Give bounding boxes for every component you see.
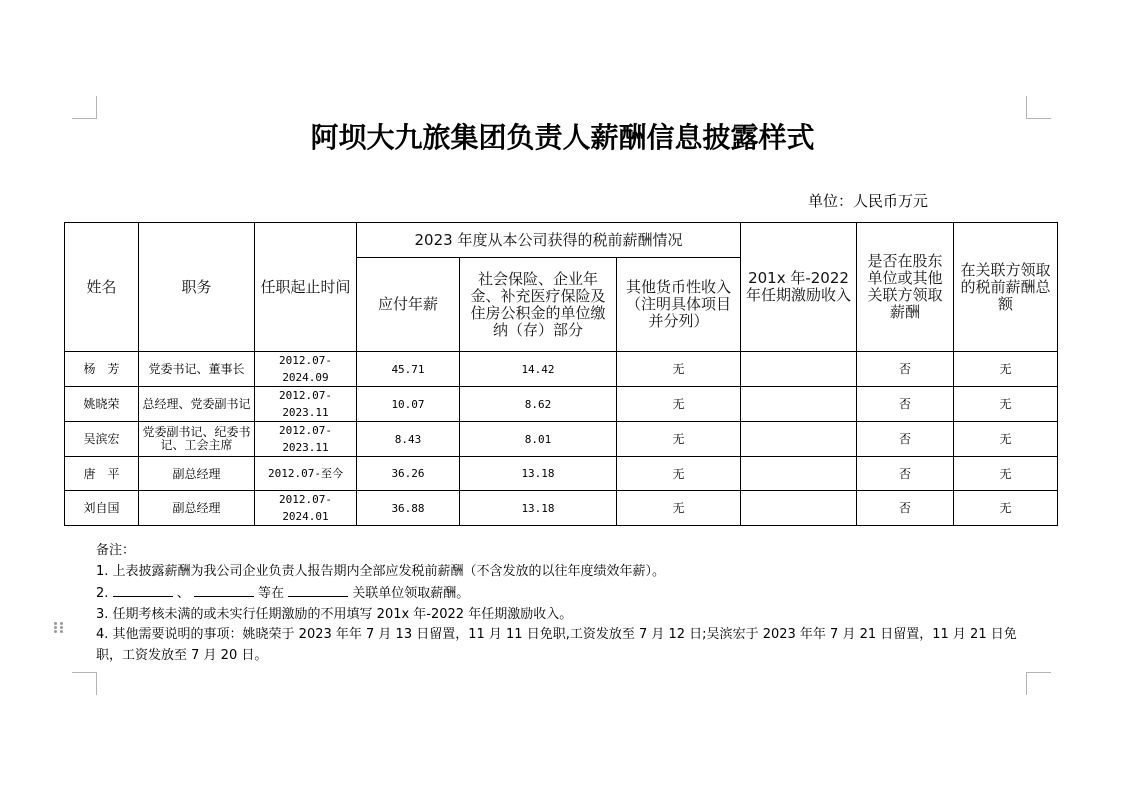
header-position: 职务 <box>139 223 255 352</box>
cell-position: 党委书记、董事长 <box>139 352 255 387</box>
cell-shareholder: 否 <box>857 387 954 422</box>
cell-related-total: 无 <box>954 352 1058 387</box>
cell-social-insurance: 14.42 <box>460 352 617 387</box>
note-2-blank-2 <box>194 582 254 597</box>
cell-position: 副总经理 <box>139 491 255 526</box>
cell-annual-salary: 36.88 <box>357 491 460 526</box>
cell-other-income: 无 <box>617 352 741 387</box>
note-2-blank-3 <box>288 582 348 597</box>
compensation-table <box>64 222 1058 526</box>
note-2-prefix: 2. <box>96 586 113 601</box>
cell-name: 杨 芳 <box>65 352 139 387</box>
table-row <box>65 352 1058 387</box>
header-shareholder-pay: 是否在股东单位或其他关联方领取薪酬 <box>857 223 954 352</box>
header-other-income: 其他货币性收入（注明具体项目并分列） <box>617 258 741 352</box>
note-2-separator: 、 <box>176 586 190 601</box>
cell-term: 2012.07-2024.09 <box>255 352 357 387</box>
header-social-insurance: 社会保险、企业年金、补充医疗保险及住房公积金的单位缴纳（存）部分 <box>460 258 617 352</box>
cell-related-total: 无 <box>954 387 1058 422</box>
cell-other-income: 无 <box>617 387 741 422</box>
table-row <box>65 491 1058 526</box>
cell-annual-salary: 10.07 <box>357 387 460 422</box>
cell-position: 副总经理 <box>139 457 255 491</box>
note-2 <box>96 582 1017 605</box>
currency-unit-label: 单位：人民币万元 <box>808 192 929 210</box>
note-3: 3. 任期考核未满的或未实行任期激励的不用填写 201x 年-2022 年任期激励收入。 <box>96 606 573 622</box>
table-header-row <box>65 223 1058 258</box>
cell-related-total: 无 <box>954 422 1058 457</box>
page-corner-mark-bottom-left <box>72 672 97 695</box>
cell-position: 总经理、党委副书记 <box>139 387 255 422</box>
header-incentive: 201x 年-2022 年任期激励收入 <box>741 223 857 352</box>
cell-shareholder: 否 <box>857 352 954 387</box>
document-title: 阿坝大九旅集团负责人薪酬信息披露样式 <box>310 121 815 154</box>
header-name: 姓名 <box>65 223 139 352</box>
cell-incentive <box>741 491 857 526</box>
cell-shareholder: 否 <box>857 422 954 457</box>
note-2-blank-1 <box>113 582 173 597</box>
cell-related-total: 无 <box>954 457 1058 491</box>
cell-other-income: 无 <box>617 491 741 526</box>
cell-social-insurance: 8.01 <box>460 422 617 457</box>
cell-name: 唐 平 <box>65 457 139 491</box>
cell-annual-salary: 36.26 <box>357 457 460 491</box>
note-4-continuation: 职，工资发放至 7 月 20 日。 <box>96 647 268 663</box>
cell-social-insurance: 13.18 <box>460 491 617 526</box>
cell-shareholder: 否 <box>857 491 954 526</box>
cell-shareholder: 否 <box>857 457 954 491</box>
cell-social-insurance: 8.62 <box>460 387 617 422</box>
cell-social-insurance: 13.18 <box>460 457 617 491</box>
cell-annual-salary: 8.43 <box>357 422 460 457</box>
cell-related-total: 无 <box>954 491 1058 526</box>
cell-term: 2012.07-至今 <box>255 457 357 491</box>
header-related-total: 在关联方领取的税前薪酬总额 <box>954 223 1058 352</box>
cell-name: 吴滨宏 <box>65 422 139 457</box>
cell-incentive <box>741 352 857 387</box>
table-row <box>65 387 1058 422</box>
paragraph-drag-handle-icon[interactable] <box>54 622 66 634</box>
cell-name: 刘自国 <box>65 491 139 526</box>
note-1: 1. 上表披露薪酬为我公司企业负责人报告期内全部应发税前薪酬（不含发放的以往年度绩效年薪）。 <box>96 563 666 579</box>
cell-term: 2012.07-2023.11 <box>255 387 357 422</box>
cell-term: 2012.07-2023.11 <box>255 422 357 457</box>
header-2023-compensation: 2023 年度从本公司获得的税前薪酬情况 <box>357 223 741 258</box>
note-2-suffix: 关联单位领取薪酬。 <box>352 586 470 601</box>
notes-section <box>96 541 1017 666</box>
header-term: 任职起止时间 <box>255 223 357 352</box>
page-corner-mark-bottom-right <box>1026 672 1051 695</box>
cell-other-income: 无 <box>617 457 741 491</box>
note-2-middle: 等在 <box>257 586 284 601</box>
cell-name: 姚晓荣 <box>65 387 139 422</box>
cell-incentive <box>741 422 857 457</box>
table-row <box>65 422 1058 457</box>
cell-annual-salary: 45.71 <box>357 352 460 387</box>
notes-heading: 备注： <box>96 543 136 558</box>
cell-term: 2012.07-2024.01 <box>255 491 357 526</box>
cell-incentive <box>741 387 857 422</box>
cell-incentive <box>741 457 857 491</box>
header-annual-salary: 应付年薪 <box>357 258 460 352</box>
cell-other-income: 无 <box>617 422 741 457</box>
note-4: 4. 其他需要说明的事项：姚晓荣于 2023 年年 7 月 13 日留置，11 月 11 日免职,工资发放至 7 月 12 日;吴滨宏于 2023 年年 7 月 21 日留置，11 月 21 日免 <box>96 627 1017 642</box>
cell-position: 党委副书记、纪委书记、工会主席 <box>139 422 255 457</box>
table-row <box>65 457 1058 491</box>
